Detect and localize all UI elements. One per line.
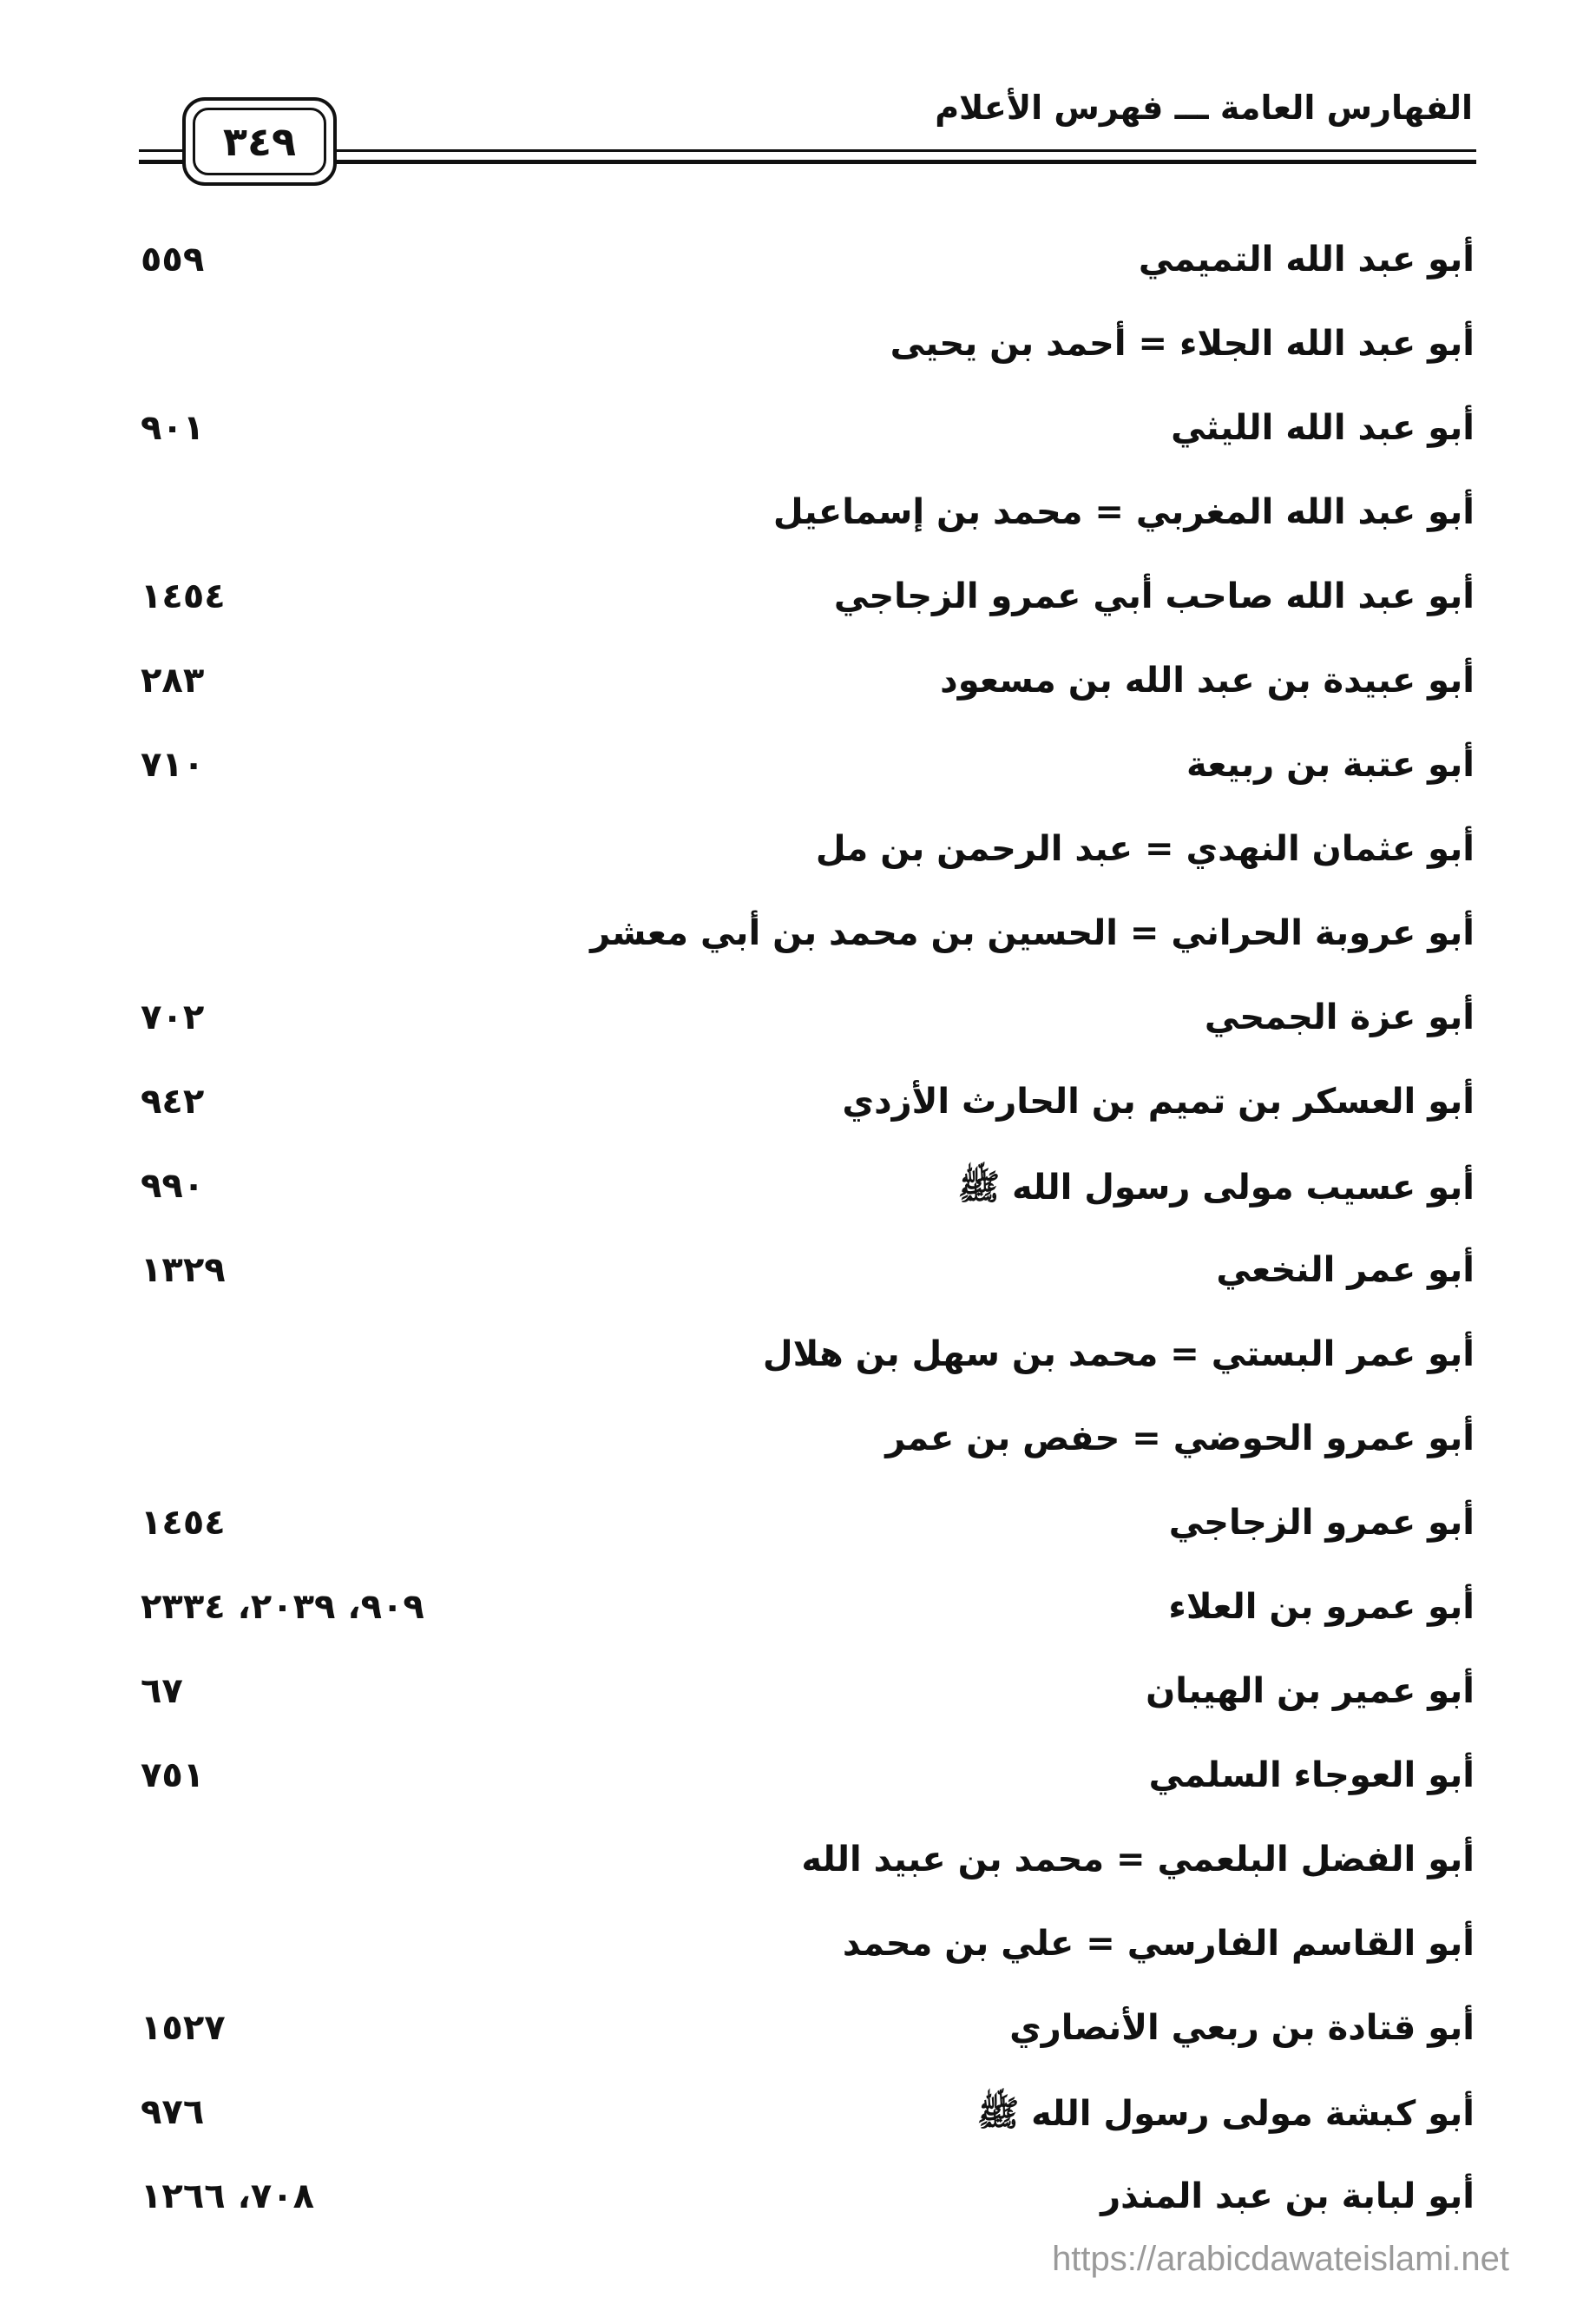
entry-page-numbers: ١٣٢٩ [141,1250,226,1290]
index-entry [130,1412,1475,1496]
entry-page-numbers: ٩٤٢ [141,1082,205,1122]
entry-page-numbers: ٩٩٠ [141,1166,205,1206]
index-entry [130,401,1475,485]
index-entry [130,822,1475,906]
index-entry [130,1496,1475,1580]
entry-name: أبو عبد الله الجلاء = أحمد بن يحيى [890,324,1475,364]
entry-page-numbers: ٧١٠ [141,745,205,785]
entry-page-numbers: ٥٥٩ [141,240,205,280]
index-entry [130,1917,1475,2001]
entry-name: أبو عسيب مولى رسول الله ﷺ [957,1168,1475,1208]
index-entry [130,233,1475,317]
index-entry [130,317,1475,401]
index-entry [130,991,1475,1075]
index-entry [130,1327,1475,1412]
entry-name: أبو عتبة بن ربيعة [1186,745,1475,785]
index-entry [130,1748,1475,1833]
index-entry [130,738,1475,822]
entry-name: أبو عمرو الحوضي = حفص بن عمر [885,1419,1475,1458]
entry-name: أبو العوجاء السلمي [1148,1755,1475,1795]
entry-name: أبو القاسم الفارسي = علي بن محمد [842,1924,1475,1964]
entry-page-numbers: ٢٨٣ [141,661,205,701]
entry-page-numbers: ٧٥١ [141,1755,205,1795]
entry-name: أبو عمرو بن العلاء [1168,1587,1475,1627]
entry-page-numbers: ٩٠٩، ٢٠٣٩، ٢٣٣٤ [141,1587,424,1627]
index-entry [130,2085,1475,2169]
entry-page-numbers: ٧٠٨، ١٢٦٦ [141,2176,315,2216]
index-entry [130,1833,1475,1917]
index-entry [130,485,1475,569]
entry-name: أبو عمرو الزجاجي [1168,1503,1475,1543]
entry-page-numbers: ١٤٥٤ [141,576,226,616]
entry-name: أبو قتادة بن ربعي الأنصاري [1009,2008,1475,2048]
entry-name: أبو عزة الجمحي [1204,997,1475,1037]
entry-name: أبو عبيدة بن عبد الله بن مسعود [940,661,1475,701]
running-header-title: الفهارس العامة ـــ فهرس الأعلام [935,89,1473,127]
entry-name: أبو عروبة الحراني = الحسين بن محمد بن أبي معشر [590,913,1475,953]
index-entry [130,906,1475,991]
entry-name: أبو عمير بن الهيبان [1146,1671,1475,1711]
entry-name: أبو الفضل البلعمي = محمد بن عبيد الله [801,1840,1475,1880]
entry-name: أبو عبد الله المغربي = محمد بن إسماعيل [772,492,1475,532]
entry-name: أبو عبد الله صاحب أبي عمرو الزجاجي [833,576,1475,616]
entry-page-numbers: ٦٧ [141,1671,183,1711]
index-entry [130,1243,1475,1327]
entry-name: أبو عبد الله التميمي [1138,240,1475,280]
entry-page-numbers: ١٤٥٤ [141,1503,226,1543]
index-entry [130,1159,1475,1243]
entry-name: أبو عمر النخعي [1216,1250,1475,1290]
entry-name: أبو كبشة مولى رسول الله ﷺ [976,2094,1475,2134]
watermark-url: https://arabicdawateislami.net [1052,2240,1509,2278]
entry-name: أبو عثمان النهدي = عبد الرحمن بن مل [815,829,1475,869]
page-number: ٣٤٩ [193,108,326,175]
entry-name: أبو لبابة بن عبد المنذر [1100,2176,1475,2216]
header-rule-thin [139,149,1476,152]
index-entry [130,1580,1475,1664]
entry-name: أبو العسكر بن تميم بن الحارث الأزدي [842,1082,1475,1122]
entry-name: أبو عبد الله الليثي [1171,408,1475,448]
entry-page-numbers: ٧٠٢ [141,997,205,1037]
index-entry [130,2001,1475,2085]
entry-page-numbers: ٩٧٦ [141,2092,205,2132]
entry-name: أبو عمر البستي = محمد بن سهل بن هلال [762,1334,1475,1374]
index-entry [130,654,1475,738]
index-entry [130,569,1475,654]
entry-page-numbers: ١٥٢٧ [141,2008,226,2048]
index-entry [130,1075,1475,1159]
index-entry [130,1664,1475,1748]
page-number-frame [182,97,337,186]
entry-page-numbers: ٩٠١ [141,408,205,448]
index-entries-list [130,233,1475,2254]
header-rule-thick [139,160,1476,164]
